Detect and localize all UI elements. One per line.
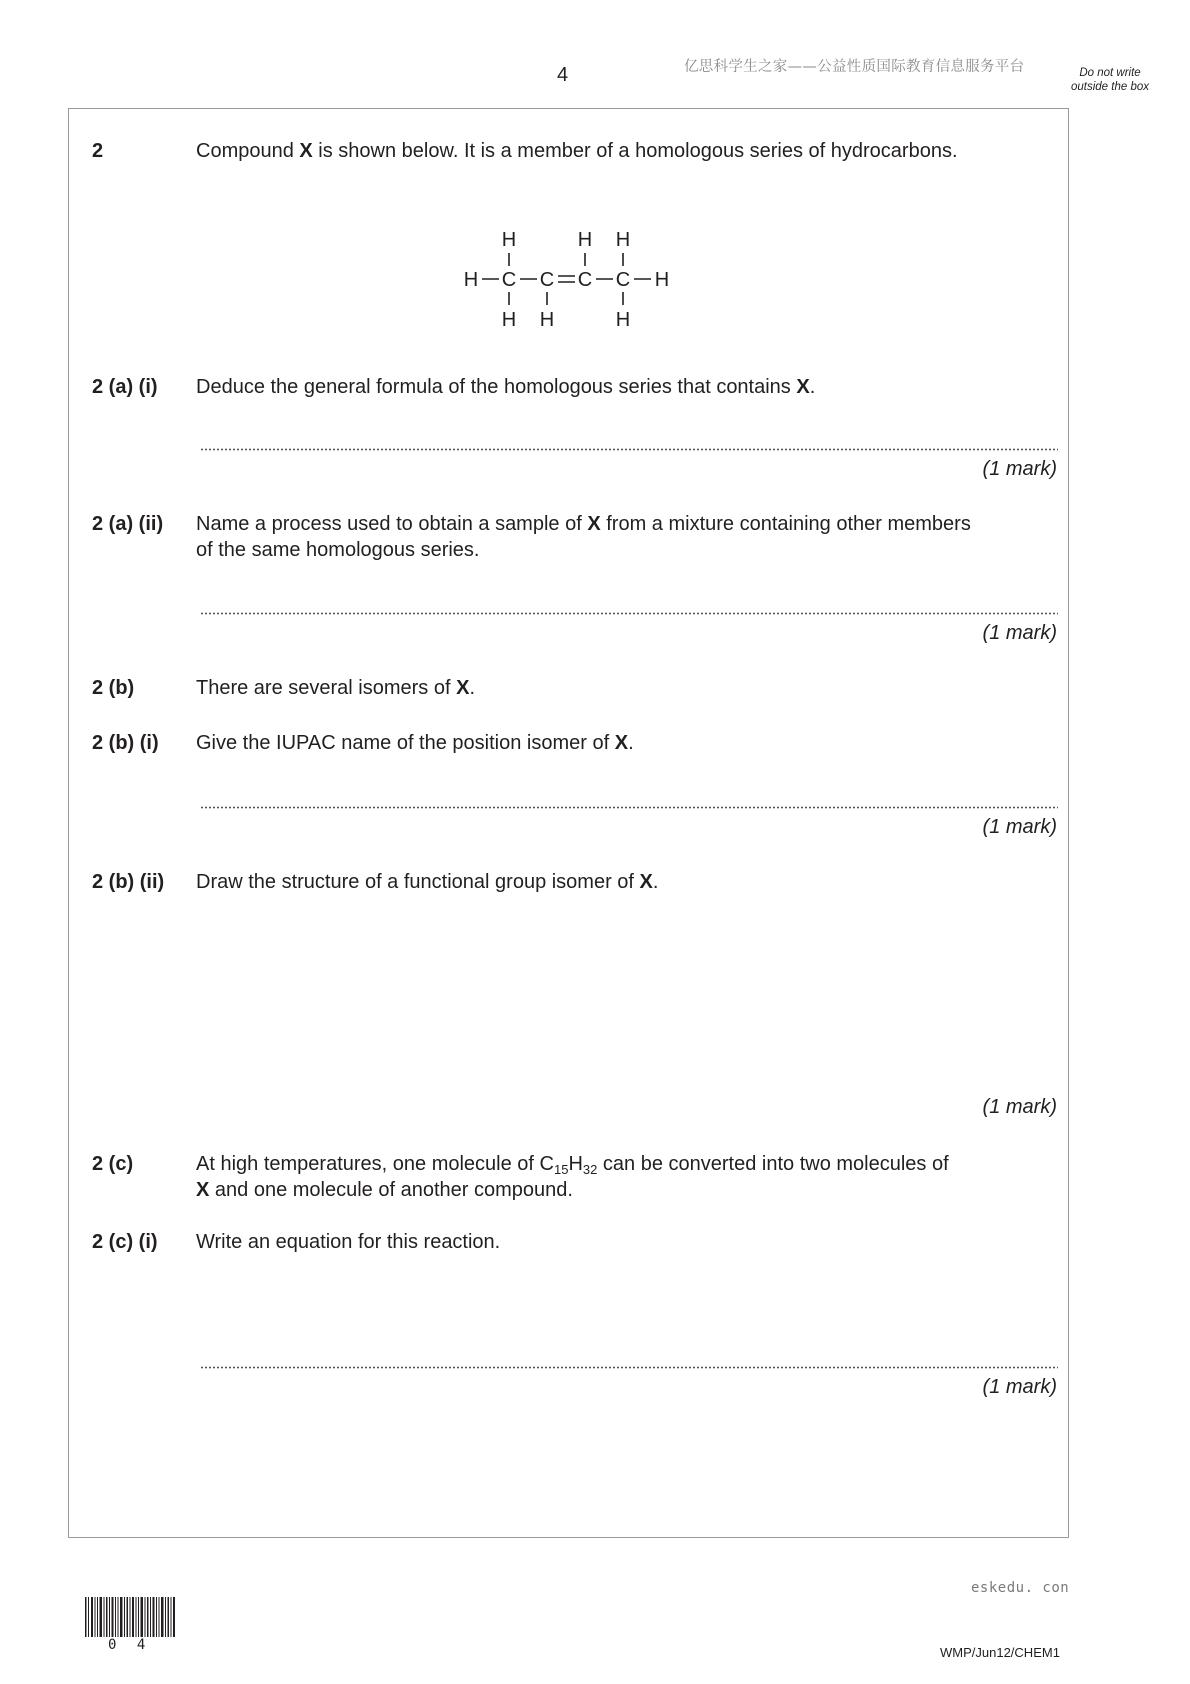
barcode-icon — [85, 1597, 177, 1637]
question-text: Name a process used to obtain a sample of X from a mixture containing other members of the same homologous series. — [196, 513, 971, 561]
atom-h: H — [501, 309, 517, 331]
question-text: Draw the structure of a functional group isomer of X. — [196, 871, 659, 893]
question-text: Write an equation for this reaction. — [196, 1231, 501, 1253]
atom-h: H — [615, 229, 631, 251]
atom-h: H — [577, 229, 593, 251]
atom-h: H — [539, 309, 555, 331]
answer-line[interactable] — [200, 448, 1058, 451]
question-text: At high temperatures, one molecule of $C_{15}H_{32}$ can be converted into two molecules of X and one molecule of another compound. — [196, 1153, 949, 1201]
question-number: 2 (c) — [92, 1153, 134, 1175]
paper-reference: WMP/Jun12/CHEM1 — [940, 1645, 1060, 1660]
question-number: 2 (b) — [92, 677, 135, 699]
margin-note: Do not write outside the box — [1070, 67, 1149, 93]
question-text: There are several isomers of X. — [196, 677, 476, 699]
mark-allocation: (1 mark) — [982, 458, 1057, 480]
answer-line[interactable] — [200, 806, 1058, 809]
atom-c: C — [577, 269, 593, 291]
atom-h: H — [501, 229, 517, 251]
mark-allocation: (1 mark) — [982, 1376, 1057, 1398]
mark-allocation: (1 mark) — [982, 816, 1057, 838]
atom-c: C — [501, 269, 517, 291]
website-text: eskedu. con — [971, 1580, 1070, 1596]
question-text: Give the IUPAC name of the position isomer of X. — [196, 732, 634, 754]
question-number: 2 — [92, 140, 104, 162]
barcode-digits: 0 4 — [108, 1637, 152, 1653]
mark-allocation: (1 mark) — [982, 622, 1057, 644]
structural-formula-diagram — [462, 228, 692, 338]
answer-line[interactable] — [200, 1366, 1058, 1369]
atom-h: H — [654, 269, 670, 291]
answer-line[interactable] — [200, 612, 1058, 615]
drawing-area[interactable] — [196, 905, 1058, 1085]
question-number: 2 (a) (ii) — [92, 513, 164, 535]
watermark-text: 亿思科学生之家——公益性质国际教育信息服务平台 — [684, 59, 1025, 75]
atom-h: H — [615, 309, 631, 331]
atom-c: C — [615, 269, 631, 291]
question-text: Compound X is shown below. It is a member of a homologous series of hydrocarbons. — [196, 140, 958, 162]
mark-allocation: (1 mark) — [982, 1096, 1057, 1118]
question-number: 2 (b) (ii) — [92, 871, 165, 893]
question-number: 2 (b) (i) — [92, 732, 159, 754]
question-text: Deduce the general formula of the homologous series that contains X. — [196, 376, 816, 398]
atom-c: C — [539, 269, 555, 291]
question-number: 2 (c) (i) — [92, 1231, 158, 1253]
page-number: 4 — [557, 64, 569, 86]
atom-h: H — [463, 269, 479, 291]
question-number: 2 (a) (i) — [92, 376, 158, 398]
